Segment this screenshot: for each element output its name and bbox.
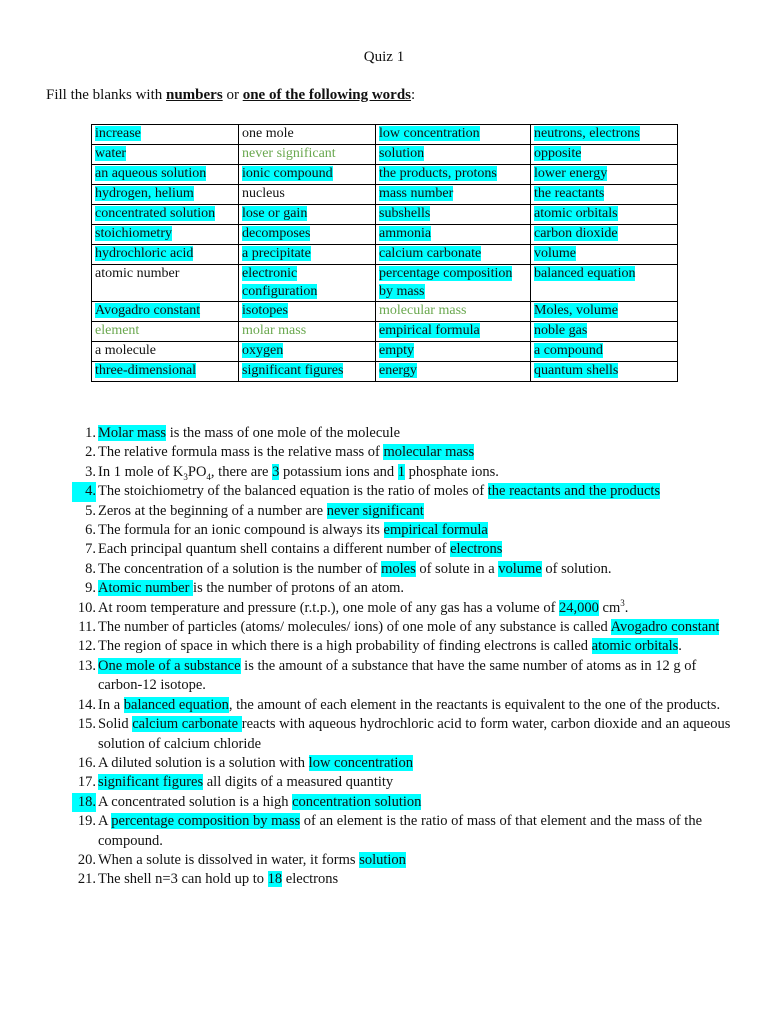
word-bank-term: Moles, volume bbox=[534, 303, 618, 318]
answer-highlight: calcium carbonate bbox=[132, 716, 242, 733]
question-number: 17. bbox=[77, 774, 96, 791]
word-bank-cell bbox=[92, 205, 239, 225]
question-text: potassium ions and bbox=[279, 463, 398, 480]
answer-highlight: Molar mass bbox=[98, 425, 167, 441]
word-bank-term: volume bbox=[534, 246, 576, 261]
word-bank-cell bbox=[92, 245, 239, 265]
word-bank-cell bbox=[239, 302, 376, 322]
question-item bbox=[72, 463, 732, 482]
word-bank-cell bbox=[92, 225, 239, 245]
word-bank-cell bbox=[376, 245, 531, 265]
question-number: 5. bbox=[85, 502, 96, 519]
word-bank-cell bbox=[531, 322, 678, 342]
answer-highlight: atomic orbitals bbox=[591, 638, 679, 655]
word-bank-term: ammonia bbox=[379, 226, 432, 241]
word-bank-cell bbox=[239, 125, 376, 145]
word-bank-term: stoichiometry bbox=[95, 226, 172, 241]
question-text: is the number of protons of an atom. bbox=[193, 580, 405, 597]
instructions-bold-numbers: numbers bbox=[166, 87, 223, 103]
word-bank-table bbox=[91, 124, 678, 382]
word-bank-row bbox=[92, 205, 678, 225]
question-text: The shell n=3 can hold up to bbox=[98, 871, 268, 888]
word-bank-row bbox=[92, 145, 678, 165]
question-text: is the mass of one mole of the molecule bbox=[166, 425, 401, 441]
word-bank-cell bbox=[239, 225, 376, 245]
word-bank-cell bbox=[239, 185, 376, 205]
word-bank-row bbox=[92, 125, 678, 145]
question-item bbox=[72, 870, 732, 889]
page-title: Quiz 1 bbox=[363, 49, 405, 65]
word-bank-body bbox=[92, 125, 678, 382]
word-bank-row bbox=[92, 185, 678, 205]
word-bank-cell bbox=[239, 322, 376, 342]
question-item bbox=[72, 754, 732, 773]
question-number: 7. bbox=[85, 541, 96, 558]
word-bank-term: the reactants bbox=[534, 186, 605, 201]
word-bank-row bbox=[92, 245, 678, 265]
instructions-prefix: Fill the blanks with bbox=[46, 87, 166, 103]
answer-highlight: electrons bbox=[450, 541, 503, 558]
word-bank-row bbox=[92, 362, 678, 382]
question-text: of solution. bbox=[541, 560, 612, 577]
answer-highlight: 1 bbox=[397, 463, 406, 480]
word-bank-cell bbox=[376, 342, 531, 362]
question-text: A diluted solution is a solution with bbox=[98, 754, 309, 771]
question-text: reacts with aqueous hydrochloric acid to form water, carbon dioxide and an aqueous solution of calcium chloride bbox=[98, 716, 731, 752]
question-text: The stoichiometry of the balanced equation is the ratio of moles of bbox=[98, 483, 488, 500]
word-bank-term: low concentration bbox=[379, 126, 480, 141]
word-bank-term: hydrogen, helium bbox=[95, 186, 194, 201]
word-bank-term: atomic number bbox=[95, 266, 180, 281]
question-item bbox=[72, 502, 732, 521]
question-number: 2. bbox=[85, 444, 96, 461]
word-bank-cell bbox=[376, 265, 531, 302]
question-number: 20. bbox=[77, 851, 96, 868]
word-bank-term: subshells bbox=[379, 206, 431, 221]
word-bank-row bbox=[92, 165, 678, 185]
question-item bbox=[72, 657, 732, 696]
question-text: 4 bbox=[206, 471, 211, 482]
question-item bbox=[72, 773, 732, 792]
instructions-suffix: : bbox=[411, 87, 416, 103]
question-text: The region of space in which there is a high probability of finding electrons is called bbox=[98, 638, 592, 655]
word-bank-term: empty bbox=[379, 343, 414, 358]
question-number: 12. bbox=[77, 638, 96, 655]
word-bank-term: solution bbox=[379, 146, 425, 161]
word-bank-cell bbox=[239, 205, 376, 225]
word-bank-term: opposite bbox=[534, 146, 582, 161]
question-number: 14. bbox=[77, 696, 96, 713]
answer-highlight: concentration solution bbox=[292, 793, 422, 810]
question-text: PO bbox=[187, 463, 207, 480]
question-text: The formula for an ionic compound is always its bbox=[98, 522, 384, 539]
word-bank-cell bbox=[92, 185, 239, 205]
question-item bbox=[72, 482, 732, 501]
word-bank-term: electronic configuration bbox=[242, 266, 318, 299]
answer-highlight: empirical formula bbox=[383, 522, 488, 539]
word-bank-cell bbox=[92, 145, 239, 165]
question-text: Each principal quantum shell contains a different number of bbox=[98, 541, 451, 558]
question-number: 3. bbox=[85, 463, 96, 480]
word-bank-term: one mole bbox=[242, 126, 294, 141]
word-bank-cell bbox=[376, 225, 531, 245]
word-bank-cell bbox=[531, 165, 678, 185]
word-bank-term: carbon dioxide bbox=[534, 226, 618, 241]
question-text: In 1 mole of K bbox=[98, 463, 184, 480]
answer-highlight: the reactants and the products bbox=[487, 483, 661, 500]
question-number: 4. bbox=[72, 482, 96, 501]
word-bank-cell bbox=[376, 302, 531, 322]
word-bank-term: noble gas bbox=[534, 323, 588, 338]
word-bank-term: lower energy bbox=[534, 166, 608, 181]
instructions bbox=[46, 87, 415, 104]
question-text: The concentration of a solution is the number of bbox=[98, 560, 382, 577]
word-bank-row bbox=[92, 342, 678, 362]
word-bank-row bbox=[92, 302, 678, 322]
question-number: 6. bbox=[85, 522, 96, 539]
answer-highlight: Atomic number bbox=[98, 580, 194, 597]
question-number: 10. bbox=[77, 599, 96, 616]
question-item bbox=[72, 521, 732, 540]
question-text: Solid bbox=[98, 716, 133, 733]
answer-highlight: solution bbox=[359, 851, 406, 868]
question-text: The relative formula mass is the relative mass of bbox=[98, 444, 384, 461]
word-bank-cell bbox=[531, 265, 678, 302]
word-bank-cell bbox=[239, 362, 376, 382]
word-bank-cell bbox=[92, 322, 239, 342]
word-bank-term: atomic orbitals bbox=[534, 206, 618, 221]
answer-highlight: 24,000 bbox=[559, 599, 599, 616]
word-bank-term: decomposes bbox=[242, 226, 311, 241]
word-bank-cell bbox=[376, 322, 531, 342]
question-number: 18. bbox=[72, 793, 96, 812]
question-text: Zeros at the beginning of a number are bbox=[98, 502, 327, 519]
question-item bbox=[72, 560, 732, 579]
question-number: 15. bbox=[77, 716, 96, 733]
question-text: A bbox=[98, 813, 112, 830]
word-bank-cell bbox=[376, 125, 531, 145]
word-bank-term: nucleus bbox=[242, 186, 285, 201]
question-item bbox=[72, 579, 732, 598]
question-item bbox=[72, 793, 732, 812]
word-bank-cell bbox=[531, 362, 678, 382]
question-text: is the amount of a substance that have the same number of atoms as in 12 g of carbon-12 isotope. bbox=[98, 657, 697, 694]
word-bank-cell bbox=[376, 145, 531, 165]
word-bank-term: calcium carbonate bbox=[379, 246, 482, 261]
word-bank-cell bbox=[92, 265, 239, 302]
question-text: cm bbox=[598, 599, 621, 616]
question-item bbox=[72, 812, 732, 851]
question-item bbox=[72, 443, 732, 462]
word-bank-term: balanced equation bbox=[534, 266, 636, 281]
question-item bbox=[72, 540, 732, 559]
word-bank-term: neutrons, electrons bbox=[534, 126, 640, 141]
word-bank-term: molar mass bbox=[242, 323, 307, 338]
word-bank-cell bbox=[376, 362, 531, 382]
word-bank-term: never significant bbox=[242, 146, 336, 161]
question-text: electrons bbox=[282, 871, 339, 888]
question-text: A concentrated solution is a high bbox=[98, 793, 293, 810]
word-bank-term: a molecule bbox=[95, 343, 157, 358]
question-item bbox=[72, 424, 732, 443]
question-number: 16. bbox=[77, 754, 96, 771]
answer-highlight: balanced equation bbox=[123, 696, 229, 713]
word-bank-term: the products, protons bbox=[379, 166, 497, 181]
question-text: In a bbox=[98, 696, 124, 713]
answer-highlight: 3 bbox=[272, 463, 280, 480]
word-bank-term: oxygen bbox=[242, 343, 284, 358]
word-bank-term: water bbox=[95, 146, 127, 161]
question-item bbox=[72, 637, 732, 656]
question-item bbox=[72, 851, 732, 870]
question-list bbox=[72, 424, 732, 890]
question-item bbox=[72, 696, 732, 715]
question-number: 19. bbox=[77, 813, 96, 830]
word-bank-term: significant figures bbox=[242, 363, 344, 378]
word-bank-term: a compound bbox=[534, 343, 603, 358]
question-item bbox=[72, 715, 732, 754]
word-bank-cell bbox=[376, 185, 531, 205]
question-text: 3 bbox=[620, 597, 625, 608]
question-text: 3 bbox=[183, 471, 188, 482]
answer-highlight: volume bbox=[498, 560, 542, 577]
word-bank-term: hydrochloric acid bbox=[95, 246, 194, 261]
word-bank-cell bbox=[531, 205, 678, 225]
question-text: When a solute is dissolved in water, it forms bbox=[98, 851, 360, 868]
word-bank-term: ionic compound bbox=[242, 166, 333, 181]
word-bank-term: empirical formula bbox=[379, 323, 480, 338]
answer-highlight: Avogadro constant bbox=[610, 619, 720, 636]
word-bank-cell bbox=[531, 302, 678, 322]
word-bank-cell bbox=[531, 145, 678, 165]
question-number: 9. bbox=[85, 580, 96, 597]
answer-highlight: significant figures bbox=[98, 774, 204, 791]
word-bank-cell bbox=[92, 342, 239, 362]
word-bank-term: mass number bbox=[379, 186, 454, 201]
instructions-bold-words: one of the following words bbox=[242, 87, 412, 103]
word-bank-row bbox=[92, 322, 678, 342]
word-bank-cell bbox=[92, 362, 239, 382]
question-text: . bbox=[624, 599, 629, 616]
instructions-mid: or bbox=[222, 87, 243, 103]
word-bank-term: a precipitate bbox=[242, 246, 311, 261]
question-number: 21. bbox=[77, 871, 96, 888]
question-number: 13. bbox=[77, 657, 96, 674]
word-bank-cell bbox=[239, 165, 376, 185]
word-bank-cell bbox=[239, 145, 376, 165]
question-number: 1. bbox=[85, 425, 96, 441]
word-bank-term: isotopes bbox=[242, 303, 288, 318]
answer-highlight: moles bbox=[381, 560, 416, 577]
question-number: 8. bbox=[85, 560, 96, 577]
word-bank-term: concentrated solution bbox=[95, 206, 216, 221]
word-bank-term: molecular mass bbox=[379, 303, 467, 318]
question-text: phosphate ions. bbox=[405, 463, 499, 480]
word-bank-cell bbox=[92, 125, 239, 145]
word-bank-cell bbox=[531, 225, 678, 245]
word-bank-cell bbox=[531, 125, 678, 145]
word-bank-cell bbox=[531, 245, 678, 265]
word-bank-term: an aqueous solution bbox=[95, 166, 207, 181]
word-bank-cell bbox=[92, 302, 239, 322]
word-bank-term: element bbox=[95, 323, 140, 338]
question-text: , the amount of each element in the reactants is equivalent to the one of the products. bbox=[228, 696, 721, 713]
question-text: of an element is the ratio of mass of that element and the mass of the compound. bbox=[98, 813, 703, 849]
word-bank-term: energy bbox=[379, 363, 417, 378]
word-bank-cell bbox=[376, 205, 531, 225]
question-text: of solute in a bbox=[415, 560, 499, 577]
question-text: The number of particles (atoms/ molecules/ ions) of one mole of any substance is called bbox=[98, 619, 611, 636]
word-bank-cell bbox=[239, 265, 376, 302]
question-text: , there are bbox=[210, 463, 273, 480]
word-bank-cell bbox=[92, 165, 239, 185]
question-text: At room temperature and pressure (r.t.p.), one mole of any gas has a volume of bbox=[98, 599, 560, 616]
word-bank-term: three-dimensional bbox=[95, 363, 197, 378]
word-bank-cell bbox=[239, 342, 376, 362]
answer-highlight: One mole of a substance bbox=[98, 657, 241, 674]
question-text: all digits of a measured quantity bbox=[203, 774, 394, 791]
word-bank-cell bbox=[376, 165, 531, 185]
question-item bbox=[72, 618, 732, 637]
word-bank-row bbox=[92, 265, 678, 302]
word-bank-term: increase bbox=[95, 126, 141, 141]
word-bank-cell bbox=[239, 245, 376, 265]
answer-highlight: percentage composition by mass bbox=[111, 813, 301, 830]
answer-highlight: 18 bbox=[267, 871, 283, 888]
word-bank-row bbox=[92, 225, 678, 245]
word-bank-term: Avogadro constant bbox=[95, 303, 201, 318]
answer-highlight: low concentration bbox=[308, 754, 413, 771]
word-bank-cell bbox=[531, 185, 678, 205]
word-bank-term: quantum shells bbox=[534, 363, 619, 378]
word-bank-term: lose or gain bbox=[242, 206, 308, 221]
word-bank-cell bbox=[531, 342, 678, 362]
answer-highlight: molecular mass bbox=[383, 444, 475, 461]
question-item bbox=[72, 599, 732, 618]
question-number: 11. bbox=[78, 619, 96, 636]
answer-highlight: never significant bbox=[326, 502, 424, 519]
question-text: . bbox=[678, 638, 682, 655]
word-bank-term: percentage composition by mass bbox=[379, 266, 513, 299]
